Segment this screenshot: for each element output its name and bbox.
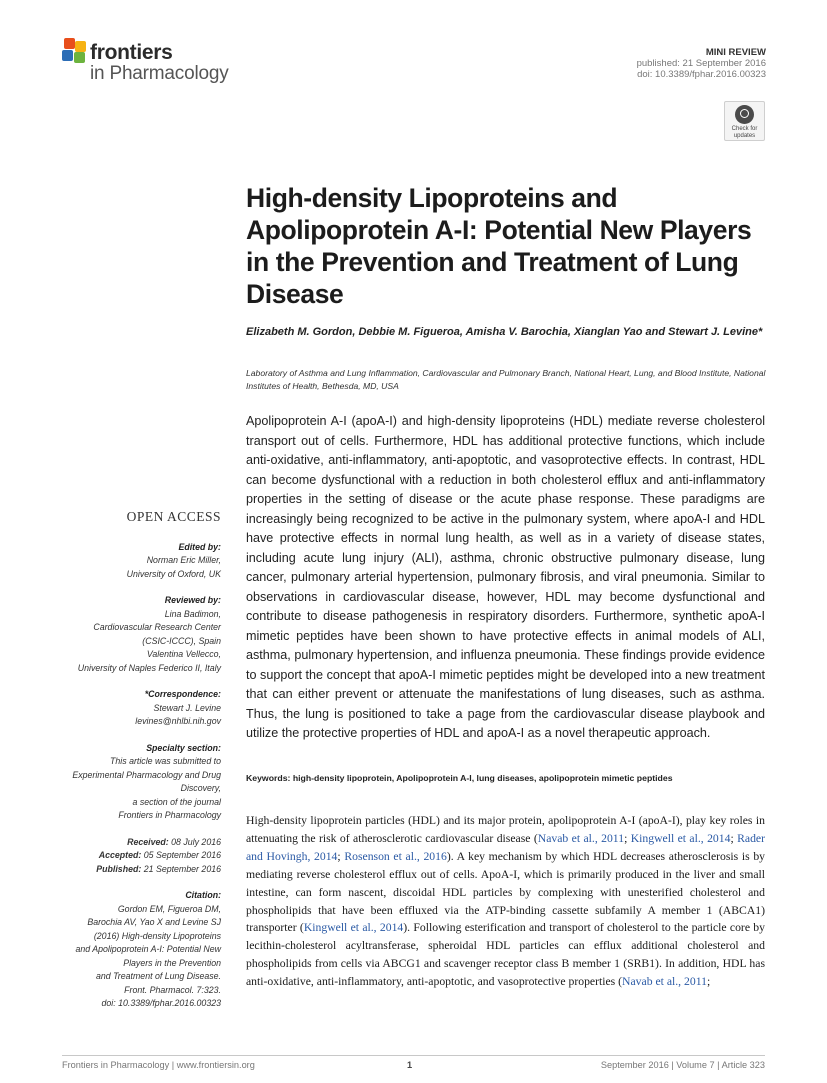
keywords: Keywords: high-density lipoprotein, Apolipoprotein A-I, lung diseases, apolipoprotein mimetic peptides — [246, 773, 673, 783]
specialty-section-label: Specialty section: — [146, 742, 221, 753]
check-for-updates-button[interactable] — [724, 101, 765, 141]
editor-name[interactable]: Norman Eric Miller, — [146, 555, 221, 565]
reviewer-affiliation: Cardiovascular Research Center — [93, 622, 221, 632]
citation-doi[interactable]: doi: 10.3389/fphar.2016.00323 — [101, 998, 221, 1008]
crossmark-icon — [735, 105, 754, 124]
footer-journal-link[interactable]: Frontiers in Pharmacology | www.frontiersin.org — [62, 1060, 255, 1070]
correspondence-label: *Correspondence: — [144, 689, 221, 699]
citation-label: Citation: — [185, 890, 221, 900]
article-doi[interactable]: doi: 10.3389/fphar.2016.00323 — [637, 69, 766, 80]
citation-link[interactable]: Kingwell et al., 2014 — [630, 831, 731, 845]
specialty-line: Discovery, — [180, 783, 221, 793]
citation-line: Barochia AV, Yao X and Levine SJ — [87, 917, 221, 927]
article-meta — [637, 47, 766, 80]
editor-affiliation: University of Oxford, UK — [126, 568, 221, 579]
specialty-line: Experimental Pharmacology and Drug — [72, 769, 221, 780]
reviewer-name[interactable]: Lina Badimon, — [164, 608, 221, 619]
frontiers-logo-icon — [62, 38, 88, 64]
specialty-line: Frontiers in Pharmacology — [118, 810, 221, 820]
reviewer-affiliation: University of Naples Federico II, Italy — [77, 662, 221, 673]
article-title: High-density Lipoproteins and Apolipoprotein A-I: Potential New Players in the Prevention and Treatment of Lung Disease — [246, 183, 752, 309]
specialty-line: a section of the journal — [132, 796, 221, 807]
body-text-segment: ). Following esterification and transport of cholesterol to the particle core by lecithin-cholesterol acyltransferase, spheroidal HDL particles can efflux additional cholesterol and phospholipids from cells via ABCG1 and scavenger receptor class B member 1 (SRB1). In addition, HDL has anti-oxidative, anti-inflammatory, anti-apoptotic, and vasoprotective properties ( — [246, 921, 765, 989]
citation-link[interactable]: Navab et al., 2011 — [537, 831, 625, 845]
body-paragraph — [246, 812, 765, 991]
citation-line: Players in the Prevention — [123, 957, 221, 968]
edited-by-label: Edited by: — [178, 541, 221, 552]
footer-issue-info: September 2016 | Volume 7 | Article 323 — [600, 1060, 765, 1070]
reviewer-affiliation: (CSIC-ICCC), Spain — [142, 635, 221, 646]
article-info-sidebar — [40, 510, 221, 1011]
journal-logo[interactable] — [62, 38, 262, 88]
citation-line: and Apolipoprotein A-I: Potential New — [75, 944, 221, 954]
published-date-sidebar: Published: 21 September 2016 — [96, 863, 221, 874]
footer-divider — [62, 1055, 765, 1056]
check-updates-label: Check for updates — [731, 126, 758, 139]
author-list: Elizabeth M. Gordon, Debbie M. Figueroa, Amisha V. Barochia, Xianglan Yao and Stewart J. Levine* — [246, 326, 763, 338]
correspondence-name: Stewart J. Levine — [153, 702, 221, 713]
reviewed-by-label: Reviewed by: — [164, 595, 221, 605]
abstract: Apolipoprotein A-I (apoA-I) and high-density lipoproteins (HDL) mediate reverse cholesterol transport out of cells. Furthermore, HDL has additional protective functions, which include anti-oxidative, anti-inflammatory, anti-apoptotic, and vasoprotective effects. In contrast, HDL can become dysfunctional with a reduction in both cholesterol efflux and anti-inflammatory properties in the setting of disease or the acute phase response. These paradigms are increasingly being recognized to be active in the pulmonary system, where apoA-I and HDL have protective effects in normal lung health, as well as in a variety of disease states, including acute lung injury (ALI), asthma, chronic obstructive pulmonary disease, lung cancer, pulmonary arterial hypertension, pulmonary fibrosis, and viral pneumonia. Similar to observations in cardiovascular disease, however, HDL may become dysfunctional and contribute to disease pathogenesis in respiratory disorders. Furthermore, synthetic apoA-I mimetic peptides have been shown to have protective effects in animal models of ALI, asthma, pulmonary hypertension, and influenza pneumonia. These findings provide evidence to support the concept that apoA-I mimetic peptides might be developed into a new treatment that can either prevent or attenuate the manifestations of lung diseases, such as asthma. Thus, the lung is positioned to take a page from the cardiovascular disease playbook and utilize the protective properties of HDL and apoA-I as a novel therapeutic approach. — [246, 414, 765, 740]
open-access-label: OPEN ACCESS — [126, 509, 221, 524]
body-text-segment: ; — [337, 849, 345, 863]
citation-link[interactable]: Rosenson et al., 2016 — [344, 849, 447, 863]
citation-line: Front. Pharmacol. 7:323. — [124, 984, 221, 995]
published-date: published: 21 September 2016 — [636, 58, 766, 69]
citation-link[interactable]: Rader and Hovingh, 2014 — [246, 831, 766, 863]
citation-line: and Treatment of Lung Disease. — [95, 971, 221, 981]
citation-link[interactable]: Navab et al., 2011 — [622, 975, 707, 989]
body-text-segment: ; — [624, 831, 631, 845]
body-text-segment: ; — [730, 831, 738, 845]
body-text-segment: ; — [706, 975, 711, 989]
logo-brand: frontiers — [90, 41, 173, 64]
specialty-line: This article was submitted to — [110, 756, 221, 766]
correspondence-email[interactable]: levines@nhlbi.nih.gov — [135, 716, 221, 726]
citation-line: Gordon EM, Figueroa DM, — [117, 903, 221, 914]
article-type: MINI REVIEW — [705, 47, 766, 58]
citation-line: (2016) High-density Lipoproteins — [93, 930, 221, 941]
citation-link[interactable]: Kingwell et al., 2014 — [303, 921, 404, 935]
author-affiliation: Laboratory of Asthma and Lung Inflammation, Cardiovascular and Pulmonary Branch, National Heart, Lung, and Blood Institute, National Institutes of Health, Bethesda, MD, USA — [246, 368, 766, 391]
body-text-segment: High-density lipoprotein particles (HDL) and its major protein, apolipoprotein A-I (apoA-I), play key roles in attenuating the risk of atherosclerotic cardiovascular disease ( — [246, 814, 765, 845]
reviewer-name[interactable]: Valentina Vellecco, — [146, 649, 221, 659]
logo-journal-name: in Pharmacology — [90, 63, 229, 84]
accepted-date: Accepted: 05 September 2016 — [98, 850, 221, 860]
body-text-segment: ). A key mechanism by which HDL decreases atherosclerosis is by mediating reverse cholesterol efflux out of cells. ApoA-I, which is primarily produced in the liver and small intestine, can form nascent, discoidal HDL particles by complexing with unesterified cholesterol and phospholipids that have been effluxed via the ATP-binding cassette subfamily A member 1 (ABCA1) transporter ( — [246, 849, 766, 935]
received-date: Received: 08 July 2016 — [127, 836, 221, 847]
page-number: 1 — [407, 1060, 413, 1070]
